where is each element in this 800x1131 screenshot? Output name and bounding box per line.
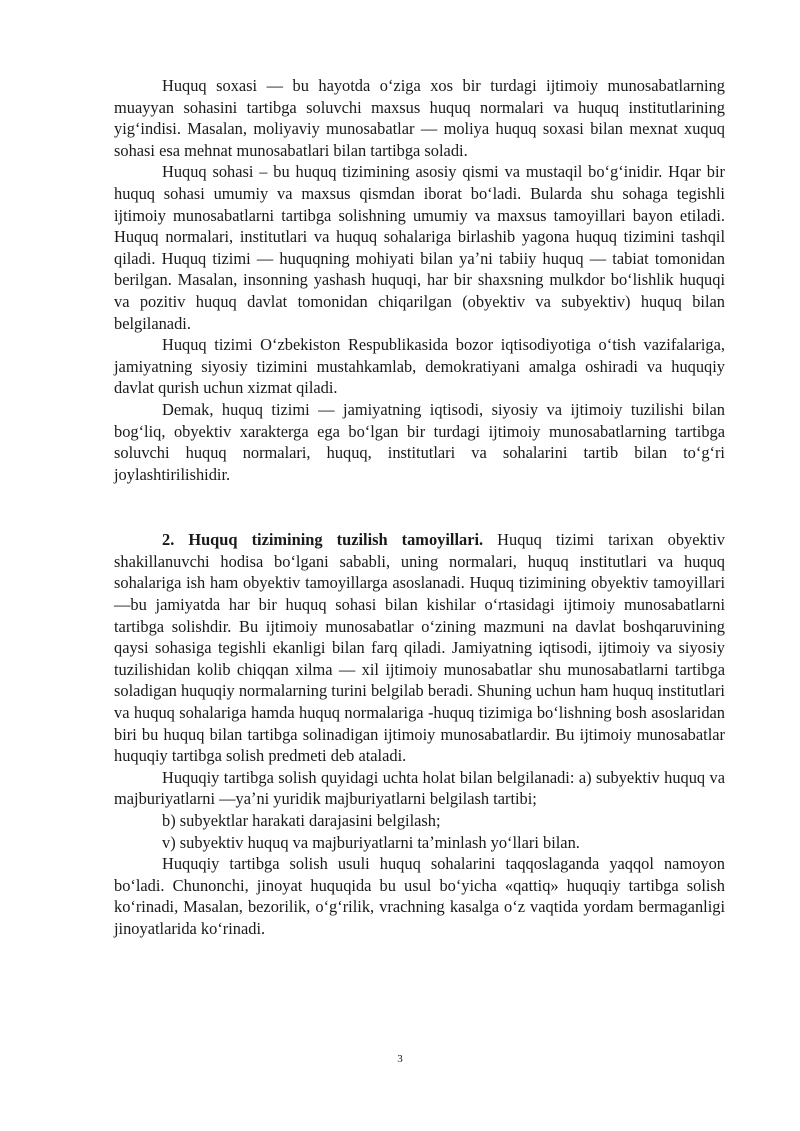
- section-2-paragraph: [114, 529, 725, 767]
- paragraph: Demak, huquq tizimi — jamiyatning iqtisodi, siyosiy va ijtimoiy tuzilishi bilan bogʻliq, obyektiv xarakterga ega boʻlgan bir turdagi ijtimoiy munosabatlarning tartibga soluvchi huquq normalari, huquq, institutlari va sohalarini tartib bilan toʻgʻri joylashtirilishidir.: [114, 399, 725, 484]
- page-number: 3: [397, 1053, 403, 1065]
- paragraph: Huquq tizimi Oʻzbekiston Respublikasida bozor iqtisodiyotiga oʻtish vazifalariga, jamiyatning siyosiy tizimini mustahkamlab, demokratiyani amalga oshiradi va huquqiy davlat qurish uchun xizmat qiladi.: [114, 335, 725, 398]
- paragraph: Huquq soxasi — bu hayotda oʻziga xos bir turdagi ijtimoiy munosabatlarning muayyan sohasini tartibga soluvchi maxsus huquq normalari va huquq institutlarining yigʻindisi. Masalan, moliyaviy munosabatlar — moliya huquq soxasi bilan mexnat xuquq sohasi esa mehnat munosabatlari bilan tartibga soladi.: [114, 76, 725, 160]
- section-2-text: Huquq tizimi tarixan obyektiv shakillanuvchi hodisa boʻlgani sababli, uning normalari, huquq institutlari va huquq sohalariga ish ham obyektiv tamoyillarga asoslanadi. Huquq tizimining obyektiv tamoyillari —bu jamiyatda har bir huquq sohasi bilan kishilar oʻrtasidagi ijtimoiy munosabatlarni tartibga solishdir. Bu ijtimoiy munosabatlar oʻzining mazmuni na davlat boshqaruvining qaysi sohasiga tegishli ekanligi bilan farq qiladi. Jamiyatning iqtisodi, ijtimoiy va siyosiy tuzilishidan kolib chiqqan xilma — xil ijtimoiy munosabatlar shu munosabatlarni tartibga soladigan huquqiy normalarning turini belgilab beradi. Shuning uchun ham huquq institutlari va huquq sohalariga hamda huquq normalariga -huquq tizimiga boʻlishning bosh asoslaridan biri bu huquq bilan tartibga solinadigan ijtimoiy munosabatlardir. Bu ijtimoiy munosabatlar huquqiy tartibga solish predmeti deb ataladi.: [114, 530, 725, 766]
- list-item: v) subyektiv huquq va majburiyatlarni taʼminlash yoʻllari bilan.: [162, 832, 580, 852]
- list-item: b) subyektlar harakati darajasini belgilash;: [162, 811, 441, 830]
- document-page: [114, 75, 725, 940]
- paragraph: Huquqiy tartibga solish usuli huquq sohalarini taqqoslaganda yaqqol namoyon boʻladi. Chunonchi, jinoyat huquqida bu usul boʻyicha «qattiq» huquqiy tartibga solish koʻrinadi, Masalan, bezorilik, oʻgʻrilik, vrachning kasalga oʻz vaqtida yordam bermaganligi jinoyatlarida koʻrinadi.: [114, 854, 725, 938]
- section-spacer: [114, 485, 725, 529]
- paragraph: Huquqiy tartibga solish quyidagi uchta holat bilan belgilanadi: a) subyektiv huquq va majburiyatlarni —yaʼni yuridik majburiyatlarni belgilash tartibi;: [114, 767, 725, 809]
- paragraph: Huquq sohasi – bu huquq tizimining asosiy qismi va mustaqil boʻgʻinidir. Hqar bir huquq sohasi umumiy va maxsus qismdan iborat boʻladi. Bularda shu sohaga tegishli ijtimoiy munosabatlarni tartibga solishning umumiy va maxsus tamoyillari bayon etiladi. Huquq normalari, institutlari va huquq sohalariga birlashib yagona huquq tizimini tashqil qiladi. Huquq tizimi — huquqning mohiyati bilan yaʼni tabiiy huquq — tabiat tomonidan berilgan. Masalan, insonning yashash huquqi, har bir shaxsning mulkdor boʻlishlik huquqi va pozitiv huquq davlat tomonidan chiqarilgan (obyektiv va subyektiv) huquq bilan belgilanadi.: [114, 162, 725, 333]
- section-heading: 2. Huquq tizimining tuzilish tamoyillari.: [162, 530, 484, 550]
